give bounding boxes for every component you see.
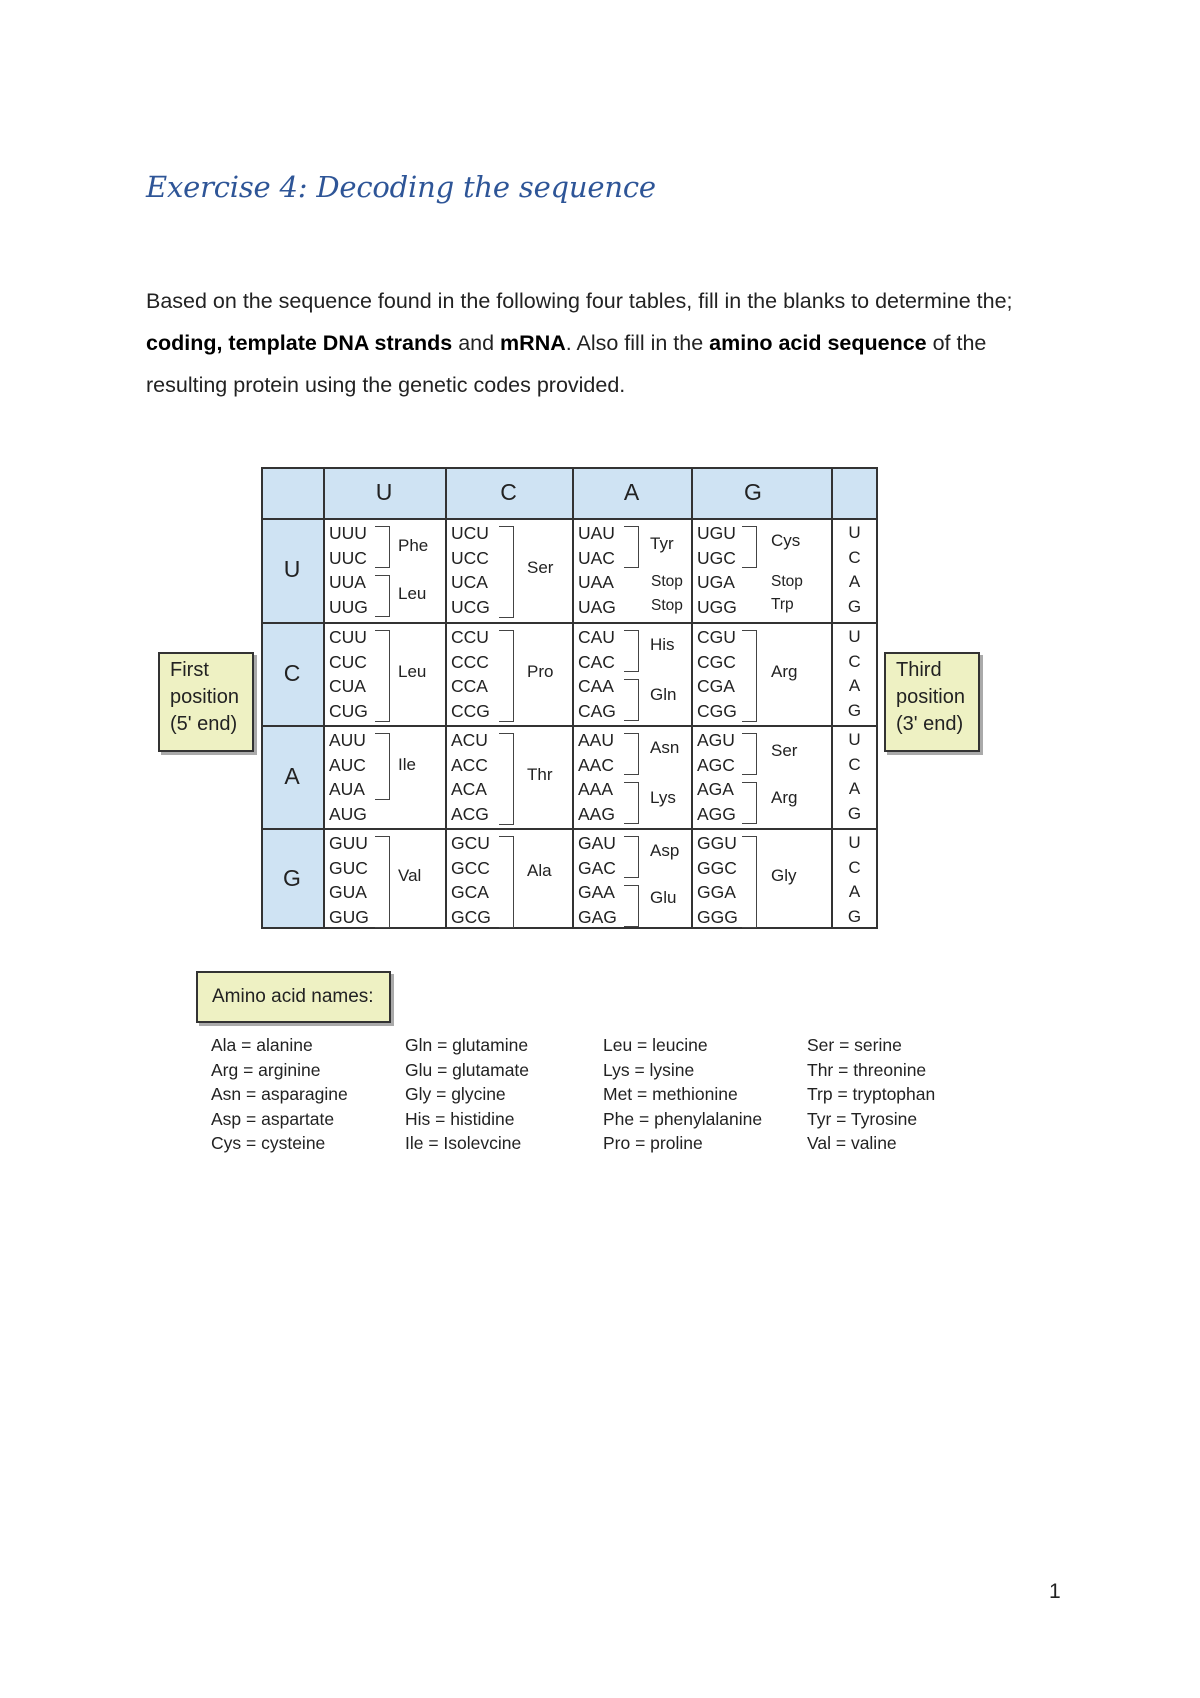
- genetic-code-table: [261, 467, 878, 929]
- third-base-label: C: [848, 754, 861, 774]
- third-base-label: U: [848, 730, 861, 749]
- codon-cell: UCA: [451, 572, 488, 592]
- grid-line: [261, 518, 878, 520]
- grid-line: [261, 927, 878, 929]
- third-base-label: G: [847, 803, 862, 823]
- codon-cell: CCA: [451, 676, 488, 696]
- amino-acid-column-4: Ser = serine Thr = threonine Trp = tryptophan Tyr = Tyrosine Val = valine: [807, 1035, 936, 1153]
- codon-cell: AUA: [329, 779, 365, 799]
- codon-bracket: [624, 526, 639, 568]
- first-position-box: First position (5' end): [158, 652, 254, 752]
- amino-acid-label: Gly: [771, 866, 797, 885]
- codon-cell: GGC: [697, 857, 737, 878]
- amino-acid-label: Leu: [398, 662, 427, 681]
- codon-cell: UAC: [578, 547, 615, 568]
- grid-line: [572, 467, 574, 929]
- codon-cell: CCU: [451, 627, 489, 647]
- third-base-label: C: [848, 547, 861, 567]
- codon-cell: AUU: [329, 730, 366, 750]
- codon-cell: ACA: [451, 779, 487, 799]
- codon-cell: GUC: [329, 857, 368, 878]
- codon-cell: GGA: [697, 882, 736, 902]
- first-base-label: C: [283, 659, 301, 686]
- first-base-label: U: [283, 556, 301, 582]
- codon-cell: UGC: [697, 547, 736, 568]
- third-base-label: G: [847, 700, 862, 720]
- codon-cell: CGA: [697, 676, 735, 696]
- codon-cell: UUG: [329, 596, 368, 617]
- amino-acid-label: His: [650, 635, 675, 654]
- exercise-title: Exercise 4: Decoding the sequence: [146, 170, 656, 204]
- codon-cell: UAU: [578, 523, 615, 543]
- grid-line: [261, 725, 878, 727]
- header-second-base: G: [744, 479, 762, 505]
- third-base-label: G: [847, 906, 862, 926]
- amino-acid-label: Ser: [527, 558, 554, 577]
- codon-cell: CUU: [329, 627, 367, 647]
- amino-acid-label: Stop: [651, 573, 683, 590]
- amino-acid-label: Asn: [650, 738, 680, 757]
- amino-acid-names-title: Amino acid names:: [196, 971, 391, 1023]
- codon-cell: GAA: [578, 882, 615, 902]
- codon-bracket: [624, 782, 639, 824]
- third-base-label: A: [848, 572, 861, 591]
- third-base-label: U: [848, 523, 861, 542]
- amino-acid-label: Cys: [771, 531, 801, 550]
- codon-bracket: [624, 733, 639, 775]
- first-base-label: A: [284, 762, 300, 789]
- codon-cell: UGU: [697, 523, 736, 543]
- codon-cell: UAG: [578, 596, 616, 617]
- codon-bracket: [375, 733, 390, 800]
- codon-cell: AUC: [329, 754, 366, 775]
- codon-bracket: [624, 885, 639, 927]
- codon-cell: AGU: [697, 730, 735, 750]
- grid-line: [261, 622, 878, 624]
- amino-acid-column-2: Gln = glutamine Glu = glutamate Gly = glycine His = histidine Ile = Isolevcine: [405, 1035, 530, 1153]
- codon-cell: CGU: [697, 627, 736, 647]
- codon-cell: GGU: [697, 833, 737, 853]
- codon-cell: CAU: [578, 627, 615, 647]
- codon-cell: GCA: [451, 882, 489, 902]
- codon-bracket: [499, 836, 514, 928]
- instructions-paragraph: Based on the sequence found in the following four tables, fill in the blanks to determine the; coding, template DNA strands and mRNA. Also fill in the amino acid sequence of the resulting protein using the genetic codes provided.: [146, 289, 1013, 397]
- codon-cell: AGG: [697, 803, 736, 824]
- codon-cell: ACC: [451, 754, 488, 775]
- codon-cell: CUA: [329, 676, 366, 696]
- codon-cell: GAG: [578, 906, 617, 927]
- grid-line: [261, 467, 263, 929]
- codon-cell: GAC: [578, 857, 616, 878]
- header-second-base: U: [375, 479, 393, 505]
- codon-bracket: [624, 679, 639, 721]
- codon-cell: CAG: [578, 700, 616, 721]
- amino-acid-label: Ser: [771, 741, 798, 760]
- codon-cell: UGG: [697, 596, 737, 617]
- codon-cell: UUU: [329, 523, 367, 543]
- amino-acid-label: Ala: [527, 861, 552, 880]
- grid-line: [323, 467, 325, 929]
- third-base-label: C: [848, 651, 861, 671]
- codon-cell: GCU: [451, 833, 490, 853]
- amino-acid-label: Tyr: [650, 534, 674, 553]
- codon-cell: AAC: [578, 754, 614, 775]
- codon-cell: GCC: [451, 857, 490, 878]
- grid-line: [445, 467, 447, 929]
- codon-cell: GUG: [329, 906, 369, 927]
- codon-bracket: [375, 575, 390, 617]
- codon-cell: ACU: [451, 730, 488, 750]
- codon-cell: GGG: [697, 906, 738, 927]
- codon-cell: GUU: [329, 833, 368, 853]
- amino-acid-label: Pro: [527, 662, 554, 681]
- amino-acid-label: Thr: [527, 765, 553, 784]
- codon-bracket: [742, 526, 757, 568]
- amino-acid-label: Lys: [650, 788, 676, 807]
- amino-acid-label: Glu: [650, 888, 677, 907]
- codon-bracket: [375, 526, 390, 568]
- codon-cell: GAU: [578, 833, 616, 853]
- codon-cell: CGC: [697, 651, 736, 672]
- amino-acid-label: Asp: [650, 841, 680, 860]
- first-base-label: G: [283, 864, 301, 891]
- amino-acid-label: Stop: [651, 597, 683, 614]
- codon-cell: AAA: [578, 779, 614, 799]
- codon-cell: UCG: [451, 596, 490, 617]
- codon-bracket: [742, 733, 757, 775]
- grid-line: [691, 467, 693, 929]
- codon-cell: UGA: [697, 572, 735, 592]
- codon-cell: UCC: [451, 547, 489, 568]
- amino-acid-column-1: Ala = alanine Arg = arginine Asn = asparagine Asp = aspartate Cys = cysteine: [211, 1035, 348, 1153]
- codon-bracket: [742, 836, 757, 928]
- codon-cell: UUC: [329, 547, 367, 568]
- amino-acid-label: Leu: [398, 584, 427, 603]
- codon-cell: UCU: [451, 523, 489, 543]
- third-base-label: U: [848, 627, 861, 646]
- codon-cell: CCC: [451, 651, 489, 672]
- amino-acid-label: Arg: [771, 662, 798, 681]
- codon-cell: AUG: [329, 803, 367, 824]
- third-base-label: A: [848, 779, 861, 798]
- codon-cell: GUA: [329, 882, 367, 902]
- codon-bracket: [499, 630, 514, 722]
- amino-acid-label: Stop: [771, 573, 803, 590]
- third-base-label: C: [848, 857, 861, 877]
- codon-bracket: [624, 630, 639, 672]
- grid-line: [261, 828, 878, 830]
- codon-bracket: [624, 836, 639, 878]
- codon-cell: CAC: [578, 651, 615, 672]
- codon-cell: AAG: [578, 803, 615, 824]
- codon-cell: CCG: [451, 700, 490, 721]
- codon-bracket: [375, 630, 390, 722]
- codon-cell: ACG: [451, 803, 489, 824]
- codon-bracket: [742, 782, 757, 824]
- header-second-base: C: [500, 479, 517, 505]
- third-base-label: A: [848, 882, 861, 901]
- amino-acid-label: Arg: [771, 788, 798, 807]
- codon-cell: UAA: [578, 572, 614, 592]
- amino-acid-column-3: Leu = leucine Lys = lysine Met = methionine Phe = phenylalanine Pro = proline: [603, 1035, 763, 1153]
- codon-cell: UUA: [329, 572, 366, 592]
- codon-cell: GCG: [451, 906, 491, 927]
- codon-cell: CUC: [329, 651, 367, 672]
- amino-acid-label: Ile: [398, 755, 416, 774]
- third-base-label: A: [848, 676, 861, 695]
- codon-bracket: [375, 836, 390, 928]
- header-second-base: A: [623, 479, 640, 505]
- codon-cell: AAU: [578, 730, 614, 750]
- third-base-label: U: [848, 833, 861, 852]
- codon-cell: AGC: [697, 754, 735, 775]
- codon-cell: CUG: [329, 700, 368, 721]
- page-number: 1: [1049, 1580, 1061, 1603]
- codon-bracket: [499, 526, 514, 618]
- codon-cell: CAA: [578, 676, 614, 696]
- amino-acid-label: Val: [398, 866, 422, 885]
- amino-acid-label: Trp: [771, 596, 794, 613]
- codon-cell: CGG: [697, 700, 737, 721]
- amino-acid-label: Phe: [398, 536, 429, 555]
- third-position-box: Third position (3' end): [884, 652, 980, 752]
- amino-acid-label: Gln: [650, 685, 677, 704]
- codon-bracket: [742, 630, 757, 722]
- codon-cell: AGA: [697, 779, 734, 799]
- codon-bracket: [499, 733, 514, 825]
- third-base-label: G: [847, 596, 862, 616]
